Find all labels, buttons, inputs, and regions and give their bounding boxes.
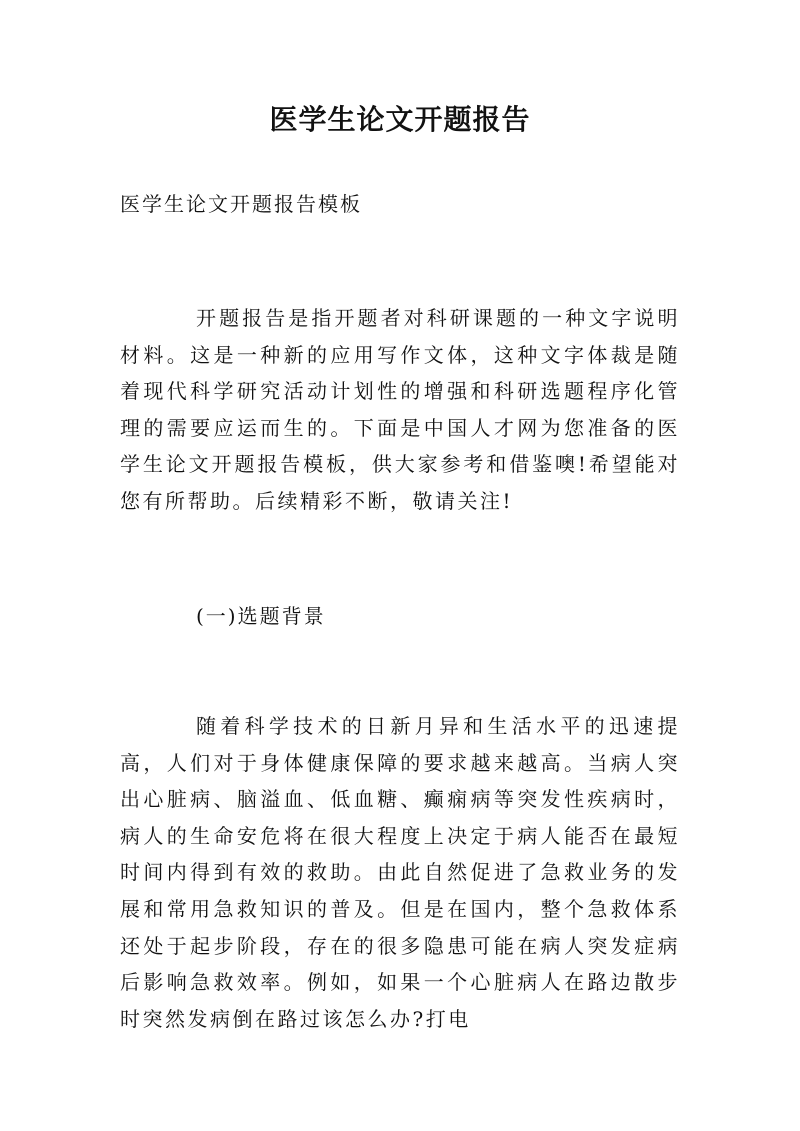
intro-paragraph: 开题报告是指开题者对科研课题的一种文字说明材料。这是一种新的应用写作文体，这种文字体裁是随着现代科学研究活动计划性的增强和科研选题程序化管理的需要应运而生的。下面是中国人才网为您准备的医学生论文开题报告模板，供大家参考和借鉴噢!希望能对您有所帮助。后续精彩不断，敬请关注! <box>120 306 680 513</box>
document-subtitle: 医学生论文开题报告模板 <box>120 192 362 216</box>
background-paragraph: 随着科学技术的日新月异和生活水平的迅速提高，人们对于身体健康保障的要求越来越高。当病人突出心脏病、脑溢血、低血糖、癫痫病等突发性疾病时，病人的生命安危将在很大程度上决定于病人能否在最短时间内得到有效的救助。由此自然促进了急救业务的发展和常用急救知识的普及。但是在国内，整个急救体系还处于起步阶段，存在的很多隐患可能在病人突发症病后影响急救效率。例如，如果一个心脏病人在路边散步时突然发病倒在路过该怎么办?打电 <box>120 714 680 1031</box>
document-title: 医学生论文开题报告 <box>269 103 531 136</box>
section-heading: (一)选题背景 <box>196 604 326 628</box>
